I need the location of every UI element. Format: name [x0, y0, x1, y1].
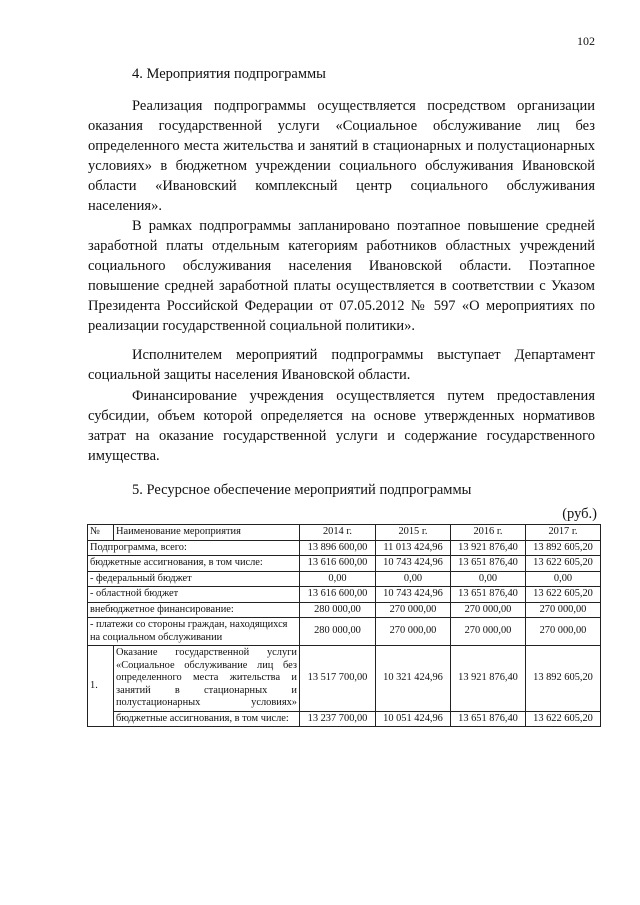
table-row	[88, 646, 601, 712]
value-cell: 10 321 424,96	[376, 646, 451, 712]
header-cell: 2014 г.	[300, 525, 376, 541]
value-cell: 280 000,00	[300, 602, 376, 618]
header-cell: 2017 г.	[526, 525, 601, 541]
unit-label: (руб.)	[562, 506, 597, 522]
paragraph	[88, 216, 595, 336]
paragraph-text: Исполнителем мероприятий подпрограммы выступает Департамент социальной защиты населения Ивановской области.	[88, 347, 595, 383]
paragraph	[88, 345, 595, 385]
table-row	[88, 587, 601, 603]
value-cell: 13 921 876,40	[451, 540, 526, 556]
row-label: внебюджетное финансирование:	[88, 602, 300, 618]
value-cell: 0,00	[451, 571, 526, 587]
paragraph	[88, 386, 595, 466]
row-label: - платежи со стороны граждан, находящихся на социальном обслуживании	[88, 618, 300, 646]
value-cell: 11 013 424,96	[376, 540, 451, 556]
page-number: 102	[577, 34, 595, 48]
table-header-row	[88, 525, 601, 541]
value-cell: 13 651 876,40	[451, 556, 526, 572]
value-cell: 0,00	[376, 571, 451, 587]
value-cell: 270 000,00	[376, 618, 451, 646]
value-cell: 13 622 605,20	[526, 587, 601, 603]
header-cell: Наименование мероприятия	[114, 525, 300, 541]
header-cell: 2015 г.	[376, 525, 451, 541]
table-row	[88, 711, 601, 727]
value-cell: 13 616 600,00	[300, 587, 376, 603]
value-cell: 270 000,00	[376, 602, 451, 618]
value-cell: 0,00	[300, 571, 376, 587]
table-row	[88, 571, 601, 587]
paragraph-text: Финансирование учреждения осуществляется путем предоставления субсидии, объем которой определяется на основе утвержденных нормативов затрат на оказание государственной услуги и содержание государственного имущества.	[88, 388, 595, 464]
value-cell: 0,00	[526, 571, 601, 587]
table-row	[88, 602, 601, 618]
row-label: бюджетные ассигнования, в том числе:	[88, 556, 300, 572]
row-label: - областной бюджет	[88, 587, 300, 603]
row-label: - федеральный бюджет	[88, 571, 300, 587]
value-cell: 270 000,00	[526, 602, 601, 618]
value-cell: 13 517 700,00	[300, 646, 376, 712]
value-cell: 13 892 605,20	[526, 540, 601, 556]
paragraph	[88, 96, 595, 216]
value-cell: 13 892 605,20	[526, 646, 601, 712]
paragraph-text: Реализация подпрограммы осуществляется посредством организации оказания государственной услуги «Социальное обслуживание лиц без определенного места жительства и занятий в стационарных и полустационарных условиях» в бюджетном учреждении социального обслуживания Ивановской области «Ивановский комплексный центр социального обслуживания населения».	[88, 98, 595, 214]
value-cell: 10 051 424,96	[376, 711, 451, 727]
row-label: Подпрограмма, всего:	[88, 540, 300, 556]
value-cell: 280 000,00	[300, 618, 376, 646]
value-cell: 10 743 424,96	[376, 556, 451, 572]
paragraph-text: В рамках подпрограммы запланировано поэтапное повышение средней заработной платы отдельным категориям работников областных учреждений социального обслуживания населения Ивановской области. Поэтапное повышение средней заработной платы осуществляется в соответствии с Указом Президента Российской Федерации от 07.05.2012 № 597 «О мероприятиях по реализации государственной социальной политики».	[88, 218, 595, 334]
item-number: 1.	[88, 646, 114, 727]
value-cell: 13 237 700,00	[300, 711, 376, 727]
section-4-heading: 4. Мероприятия подпрограммы	[132, 66, 326, 82]
header-cell: 2016 г.	[451, 525, 526, 541]
value-cell: 10 743 424,96	[376, 587, 451, 603]
value-cell: 270 000,00	[451, 602, 526, 618]
value-cell: 270 000,00	[451, 618, 526, 646]
value-cell: 13 622 605,20	[526, 711, 601, 727]
value-cell: 13 651 876,40	[451, 711, 526, 727]
table-row	[88, 618, 601, 646]
header-cell: №	[88, 525, 114, 541]
value-cell: 13 651 876,40	[451, 587, 526, 603]
value-cell: 13 921 876,40	[451, 646, 526, 712]
row-label: бюджетные ассигнования, в том числе:	[114, 711, 300, 727]
value-cell: 270 000,00	[526, 618, 601, 646]
item-label: Оказание государственной услуги «Социальное обслуживание лиц без определенного места жительства и занятий в стационарных и полустационарных условиях»	[114, 646, 300, 712]
resource-table	[87, 524, 601, 727]
value-cell: 13 622 605,20	[526, 556, 601, 572]
table-row	[88, 556, 601, 572]
value-cell: 13 616 600,00	[300, 556, 376, 572]
section-5-heading: 5. Ресурсное обеспечение мероприятий подпрограммы	[132, 482, 472, 498]
table-row	[88, 540, 601, 556]
value-cell: 13 896 600,00	[300, 540, 376, 556]
